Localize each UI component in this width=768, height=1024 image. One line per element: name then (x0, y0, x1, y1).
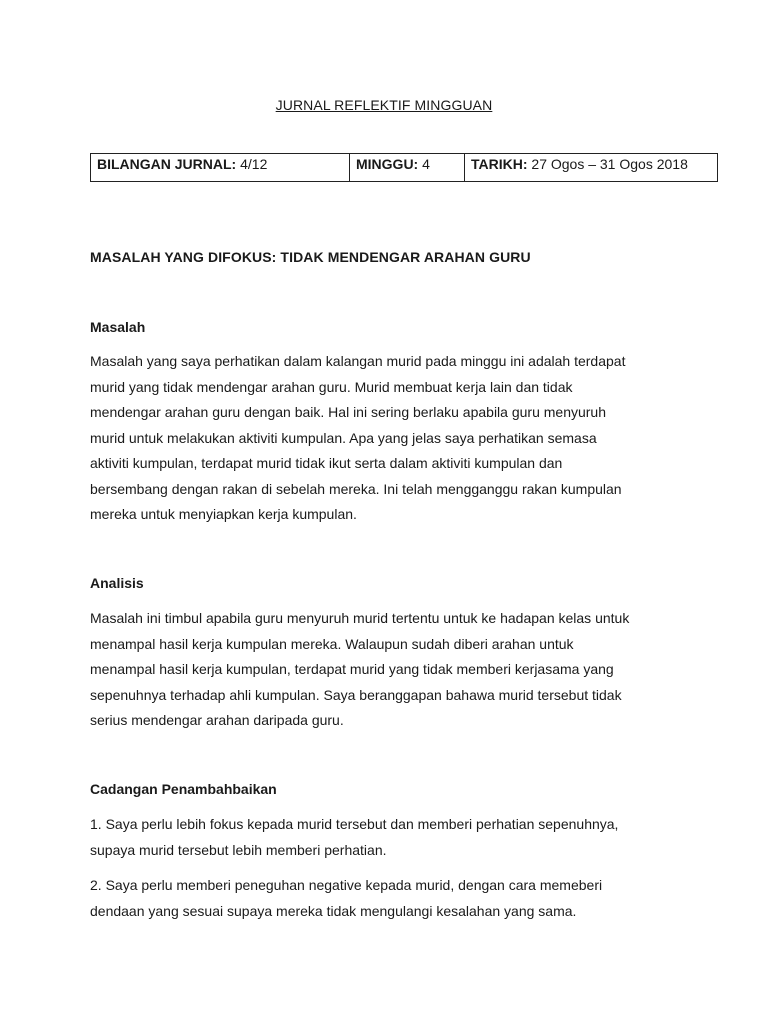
paragraph-line: Masalah yang saya perhatikan dalam kalangan murid pada minggu ini adalah terdapat (90, 353, 626, 369)
journal-info-table (90, 153, 718, 182)
paragraph-line: mereka untuk menyiapkan kerja kumpulan. (90, 506, 357, 522)
paragraph-line: bersembang dengan rakan di sebelah mereka. Ini telah mengganggu rakan kumpulan (90, 480, 622, 497)
paragraph-line: mendengar arahan guru dengan baik. Hal ini sering berlaku apabila guru menyuruh (90, 404, 607, 420)
analisis-paragraph (90, 606, 690, 734)
paragraph-line: murid yang tidak mendengar arahan guru. Murid membuat kerja lain dan tidak (90, 378, 573, 395)
paragraph-line: menampal hasil kerja kumpulan, terdapat murid yang tidak memberi kerjasama yang (90, 661, 614, 677)
tarikh-label: TARIKH: (471, 156, 528, 172)
paragraph-line: aktiviti kumpulan, terdapat murid tidak ikut serta dalam aktiviti kumpulan dan (90, 455, 563, 471)
masalah-paragraph (90, 349, 690, 528)
paragraph-line: sepenuhnya terhadap ahli kumpulan. Saya beranggapan bahawa murid tersebut tidak (90, 686, 622, 703)
bilangan-cell (91, 154, 350, 182)
cadangan-heading: Cadangan Penambahbaikan (90, 781, 277, 797)
focus-issue-heading: MASALAH YANG DIFOKUS: TIDAK MENDENGAR ARAHAN GURU (90, 249, 531, 265)
tarikh-cell (465, 154, 718, 182)
analisis-heading: Analisis (90, 575, 144, 591)
paragraph-line: murid untuk melakukan aktiviti kumpulan. Apa yang jelas saya perhatikan semasa (90, 429, 597, 446)
paragraph-line: Masalah ini timbul apabila guru menyuruh murid tertentu untuk ke hadapan kelas untuk (90, 610, 630, 626)
bilangan-value: 4/12 (240, 156, 268, 172)
journal-info-row (91, 154, 718, 182)
cadangan-point-2 (90, 873, 690, 924)
paragraph-line: 1. Saya perlu lebih fokus kepada murid tersebut dan memberi perhatian sepenuhnya, (90, 816, 619, 832)
minggu-value: 4 (422, 156, 430, 172)
paragraph-line: dendaan yang sesuai supaya mereka tidak mengulangi kesalahan yang sama. (90, 902, 577, 919)
document-title: JURNAL REFLEKTIF MINGGUAN (275, 97, 493, 113)
minggu-cell (350, 154, 465, 182)
paragraph-line: 2. Saya perlu memberi peneguhan negative kepada murid, dengan cara memeberi (90, 877, 603, 893)
paragraph-line: serius mendengar arahan daripada guru. (90, 712, 344, 728)
minggu-label: MINGGU: (356, 156, 419, 172)
bilangan-label: BILANGAN JURNAL: (97, 156, 237, 172)
cadangan-point-1 (90, 812, 690, 863)
paragraph-line: supaya murid tersebut lebih memberi perhatian. (90, 841, 387, 858)
masalah-heading: Masalah (90, 319, 146, 335)
tarikh-value: 27 Ogos – 31 Ogos 2018 (531, 156, 688, 172)
paragraph-line: menampal hasil kerja kumpulan mereka. Walaupun sudah diberi arahan untuk (90, 635, 574, 652)
